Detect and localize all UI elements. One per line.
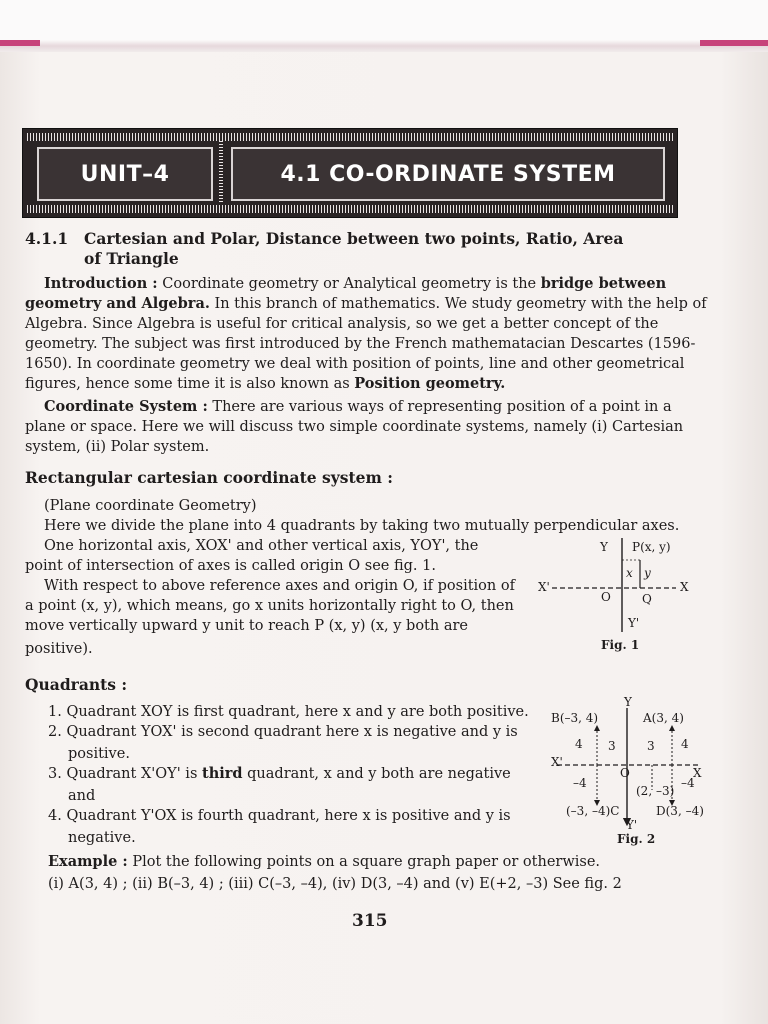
quadrant-3-bold: third — [202, 765, 243, 782]
intro-bold-6: Position geometry. — [354, 375, 506, 392]
quadrant-4b: negative. — [68, 830, 136, 846]
example-line-1 — [48, 853, 600, 871]
quadrant-3-pre: 3. Quadrant X'OY' is — [48, 766, 198, 782]
fig2-n4b: 4 — [681, 737, 689, 751]
intro-text-2: In this branch of mathematics. We study geometry with the help of — [214, 296, 707, 312]
quadrant-3-post: quadrant, x and y both are negative — [247, 766, 511, 782]
fig1-caption: Fig. 1 — [601, 638, 640, 652]
fig2-m4b: –4 — [681, 776, 695, 790]
example-label: Example : — [48, 853, 128, 870]
fig1-X-left: X' — [538, 580, 550, 594]
fig2-X-left: X' — [551, 755, 563, 769]
unit-label: UNIT–4 — [37, 147, 213, 201]
intro-bold-2: geometry and Algebra. — [25, 295, 210, 312]
fig2-n3b: 3 — [647, 739, 655, 753]
fig2-Y: Y — [624, 695, 632, 709]
example-text-1: Plot the following points on a square graph paper or otherwise. — [132, 854, 601, 870]
quadrant-4a: 4. Quadrant Y'OX is fourth quadrant, here x is positive and y is — [48, 808, 511, 824]
fig2-n3a: 3 — [608, 739, 616, 753]
fig2-B: B(–3, 4) — [551, 711, 599, 725]
intro-label: Introduction : — [44, 275, 158, 292]
intro-bold-1: bridge between — [540, 275, 667, 292]
fig2-Y-bottom: Y' — [626, 818, 638, 832]
intro-line-5: 1650). In coordinate geometry we deal with position of points, line and other geometrical — [25, 356, 685, 372]
fig1-y: y — [644, 566, 651, 580]
rect-line-5: With respect to above reference axes and origin O, if position of — [44, 578, 515, 594]
example-line-2: (i) A(3, 4) ; (ii) B(–3, 4) ; (iii) C(–3, –4), (iv) D(3, –4) and (v) E(+2, –3) See fig. 2 — [48, 876, 622, 892]
coord-line-2: plane or space. Here we will discuss two simple coordinate systems, namely (i) Cartesian — [25, 419, 684, 435]
rect-line-6: a point (x, y), which means, go x units horizontally right to O, then — [25, 598, 514, 614]
quadrant-2a: 2. Quadrant YOX' is second quadrant here x is negative and y is — [48, 724, 518, 740]
fig2-C: (–3, –4)C — [566, 804, 620, 818]
section-title-line1: Cartesian and Polar, Distance between two points, Ratio, Area — [84, 229, 624, 248]
quadrants-heading: Quadrants : — [25, 675, 128, 694]
intro-text-1: Coordinate geometry or Analytical geometry is the — [162, 276, 537, 292]
fig1-O: O — [601, 590, 611, 604]
fig1-Y-bottom: Y' — [628, 616, 640, 630]
fig2-O: O — [620, 766, 630, 780]
rect-line-4: point of intersection of axes is called origin O see fig. 1. — [25, 558, 436, 574]
rect-line-1: (Plane coordinate Geometry) — [44, 498, 257, 514]
chapter-title: 4.1 CO-ORDINATE SYSTEM — [231, 147, 665, 201]
quadrant-3b: and — [68, 788, 96, 804]
fig1-Q: Q — [642, 592, 652, 606]
section-number: 4.1.1 — [25, 229, 69, 248]
fig2-X: X — [693, 766, 702, 780]
fig1-Y: Y — [600, 540, 608, 554]
fig2-point-E: (2, –3) — [636, 784, 675, 798]
page-number: 315 — [352, 911, 388, 931]
section-title-line2: of Triangle — [84, 249, 179, 268]
intro-line-4: geometry. The subject was first introduced by the French mathematacian Descartes (1596- — [25, 336, 696, 352]
coord-label: Coordinate System : — [44, 398, 208, 415]
fig1-X-right: X — [680, 580, 689, 594]
quadrant-2b: positive. — [68, 746, 130, 762]
fig1-P: P(x, y) — [632, 540, 671, 554]
quadrant-1: 1. Quadrant XOY is first quadrant, here x and y are both positive. — [48, 704, 529, 720]
coord-text-1: There are various ways of representing position of a point in a — [212, 399, 672, 415]
rect-line-7: move vertically upward y unit to reach P (x, y) (x, y both are — [25, 618, 468, 634]
rect-line-3: One horizontal axis, XOX' and other vertical axis, YOY', the — [44, 538, 479, 554]
rect-heading: Rectangular cartesian coordinate system : — [25, 468, 393, 487]
fig2-D: D(3, –4) — [656, 804, 704, 818]
rect-line-8: positive). — [25, 641, 93, 657]
fig2-n4a: 4 — [575, 737, 583, 751]
fig2-caption: Fig. 2 — [617, 832, 656, 846]
fig1-x: x — [626, 566, 633, 580]
rect-line-2: Here we divide the plane into 4 quadrants by taking two mutually perpendicular axes. — [44, 518, 680, 534]
fig2-A: A(3, 4) — [643, 711, 684, 725]
coord-line-3: system, (ii) Polar system. — [25, 439, 210, 455]
fig2-m4a: –4 — [573, 776, 587, 790]
intro-text-6: figures, hence some time it is also known as — [25, 376, 350, 392]
intro-line-3: Algebra. Since Algebra is useful for critical analysis, so we get a better concept of the — [25, 316, 659, 332]
